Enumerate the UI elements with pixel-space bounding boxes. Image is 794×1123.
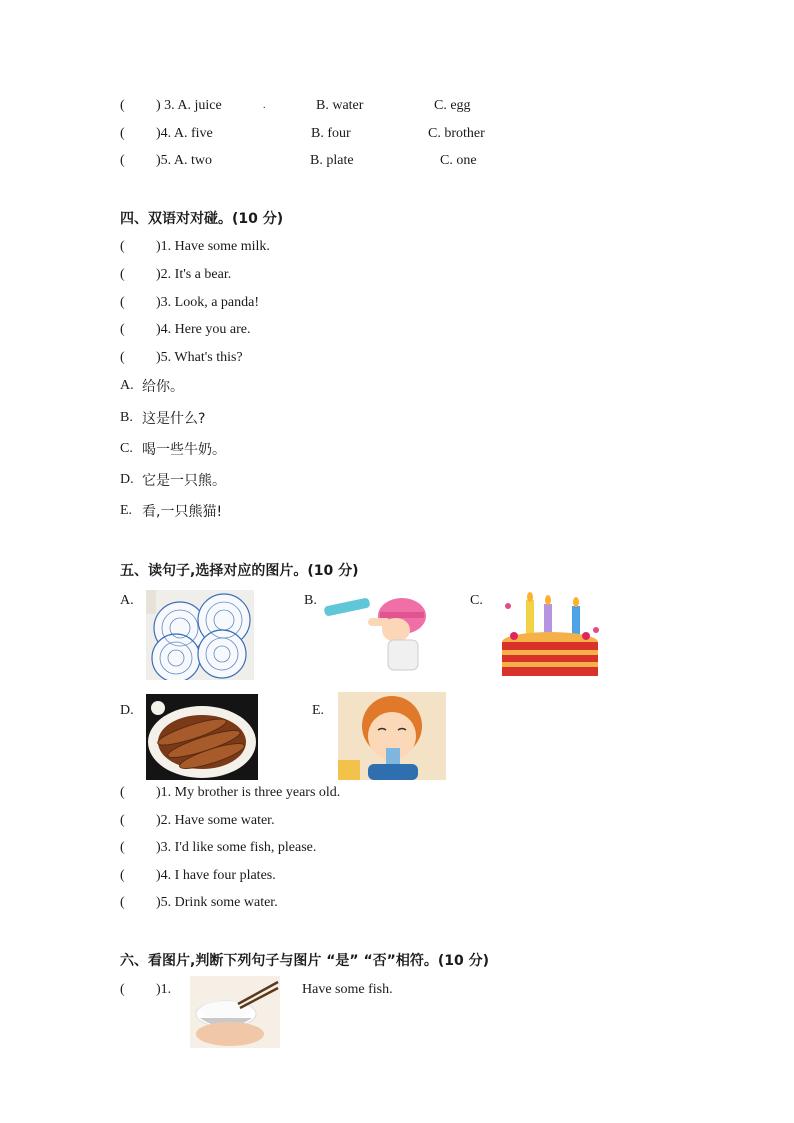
question-line: )4. Here you are. [156, 322, 251, 337]
plates-image [146, 590, 254, 680]
option-text: 这是什么? [142, 411, 206, 427]
answer-paren: ( [120, 98, 125, 113]
question-text: Have some fish. [302, 982, 393, 997]
option-text: 它是一只熊。 [142, 473, 226, 489]
option-text: 给你。 [142, 379, 184, 395]
section4-title: 四、双语对对碰。(10 分) [120, 211, 284, 227]
answer-paren: ( [120, 126, 125, 141]
question-line: )2. Have some water. [156, 813, 275, 828]
stray-dot: . [263, 100, 266, 111]
answer-paren: ( [120, 895, 125, 910]
answer-paren: ( [120, 295, 125, 310]
picture-label-e: E. [312, 703, 325, 718]
question-line: )1. Have some milk. [156, 239, 270, 254]
option-c: C. egg [434, 98, 471, 113]
question-5-number: )5. A. two [156, 153, 212, 168]
answer-paren: ( [120, 813, 125, 828]
question-line: )2. It's a bear. [156, 267, 232, 282]
question-3-number: ) 3. A. juice [156, 98, 222, 113]
answer-paren: ( [120, 785, 125, 800]
option-letter: D. [120, 472, 134, 487]
birthday-cake-image [500, 590, 602, 680]
question-4-number: )4. A. five [156, 126, 213, 141]
answer-paren: ( [120, 840, 125, 855]
answer-paren: ( [120, 350, 125, 365]
answer-paren: ( [120, 267, 125, 282]
option-text: 看,一只熊猫! [142, 504, 223, 520]
picture-label-c: C. [470, 593, 483, 608]
answer-paren: ( [120, 153, 125, 168]
option-b: B. plate [310, 153, 354, 168]
child-drinking-image [322, 590, 426, 672]
boy-drinking-image [338, 692, 446, 780]
answer-paren: ( [120, 868, 125, 883]
section6-title: 六、看图片,判断下列句子与图片 “是” “否”相符。(10 分) [120, 953, 490, 969]
question-number: )1. [156, 982, 172, 997]
question-line: )1. My brother is three years old. [156, 785, 341, 800]
picture-label-b: B. [304, 593, 317, 608]
question-line: )5. What's this? [156, 350, 243, 365]
answer-paren: ( [120, 982, 125, 997]
question-line: )5. Drink some water. [156, 895, 278, 910]
option-b: B. four [311, 126, 351, 141]
option-c: C. one [440, 153, 477, 168]
question-line: )3. I'd like some fish, please. [156, 840, 317, 855]
option-letter: B. [120, 410, 133, 425]
option-letter: C. [120, 441, 133, 456]
question-line: )3. Look, a panda! [156, 295, 260, 310]
option-text: 喝一些牛奶。 [142, 442, 226, 458]
section5-title: 五、读句子,选择对应的图片。(10 分) [120, 563, 359, 579]
option-c: C. brother [428, 126, 485, 141]
answer-paren: ( [120, 322, 125, 337]
option-letter: E. [120, 503, 133, 518]
rice-bowl-image [190, 976, 280, 1048]
picture-label-d: D. [120, 703, 134, 718]
answer-paren: ( [120, 239, 125, 254]
option-letter: A. [120, 378, 134, 393]
picture-label-a: A. [120, 593, 134, 608]
question-line: )4. I have four plates. [156, 868, 276, 883]
option-b: B. water [316, 98, 364, 113]
fish-dish-image [146, 694, 258, 780]
